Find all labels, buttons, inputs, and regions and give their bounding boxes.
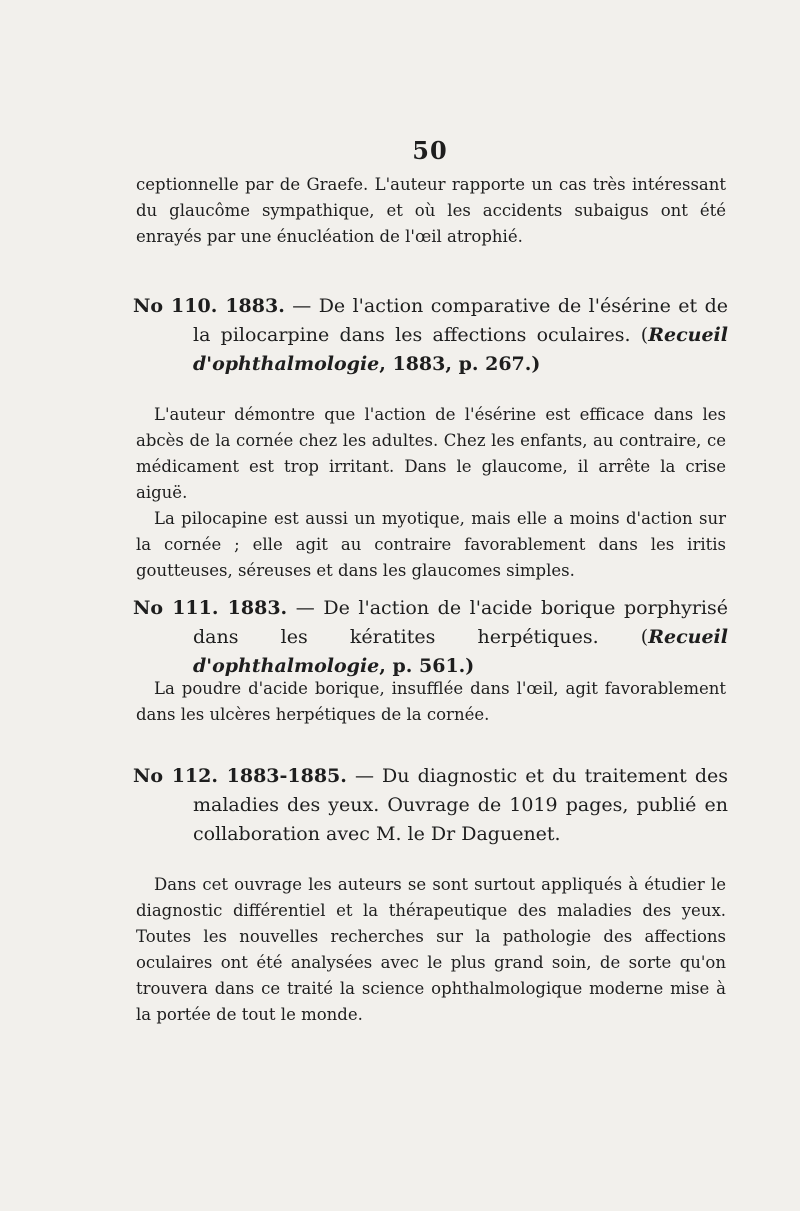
entry-110-body [136,402,726,584]
entry-paragraph: La pilocapine est aussi un myotique, mais elle a moins d'action sur la cornée ; elle agit au contraire favorablement dans les iritis goutteuses, séreuses et dans les glaucomes simples. [136,509,726,580]
entry-heading [133,594,728,681]
intro-block [136,172,726,250]
entry-112-body [136,872,726,1028]
entry-number: No 111. 1883. [133,597,288,619]
page-number: 50 [412,136,448,165]
entry-111-body [136,676,726,728]
journal-title: Recueil d'ophthalmologie [193,626,728,677]
entry-number: No 112. 1883-1885. [133,765,347,787]
entry-heading [133,292,728,379]
intro-paragraph: ceptionnelle par de Graefe. L'auteur rapporte un cas très intéressant du glaucôme sympathique, et où les accidents subaigus ont été enrayés par une énucléation de l'œil atrophié. [136,175,726,246]
entry-111 [133,594,728,681]
page-reference: , 1883, p. 267.) [379,353,541,375]
entry-112 [133,762,728,849]
entry-paragraph: La poudre d'acide borique, insufflée dans l'œil, agit favorablement dans les ulcères herpétiques de la cornée. [136,679,726,724]
entry-paragraph: L'auteur démontre que l'action de l'ésérine est efficace dans les abcès de la cornée chez les adultes. Chez les enfants, au contraire, ce médicament est trop irritant. Dans le glaucome, il arrête la crise aiguë. [136,405,726,502]
entry-paragraph: Dans cet ouvrage les auteurs se sont surtout appliqués à étudier le diagnostic différentiel et la thérapeutique des maladies des yeux. Toutes les nouvelles recherches sur la pathologie des affections oculaires ont été analysées avec le plus grand soin, de sorte qu'on trouvera dans ce traité la science ophthalmologique moderne mise à la portée de tout le monde. [136,875,726,1024]
journal-title: Recueil d'ophthalmologie [193,324,728,375]
page-reference: , p. 561.) [379,655,475,677]
entry-110 [133,292,728,379]
entry-heading [133,762,728,849]
entry-title: — De l'action de l'acide borique porphyrisé dans les kératites herpétiques. ( [193,597,728,648]
entry-number: No 110. 1883. [133,295,285,317]
entry-title: — Du diagnostic et du traitement des maladies des yeux. Ouvrage de 1019 pages, publié en collaboration avec M. le Dr Daguenet. [193,765,728,845]
entry-title: — De l'action comparative de l'ésérine et de la pilocarpine dans les affections oculaires. ( [193,295,728,346]
